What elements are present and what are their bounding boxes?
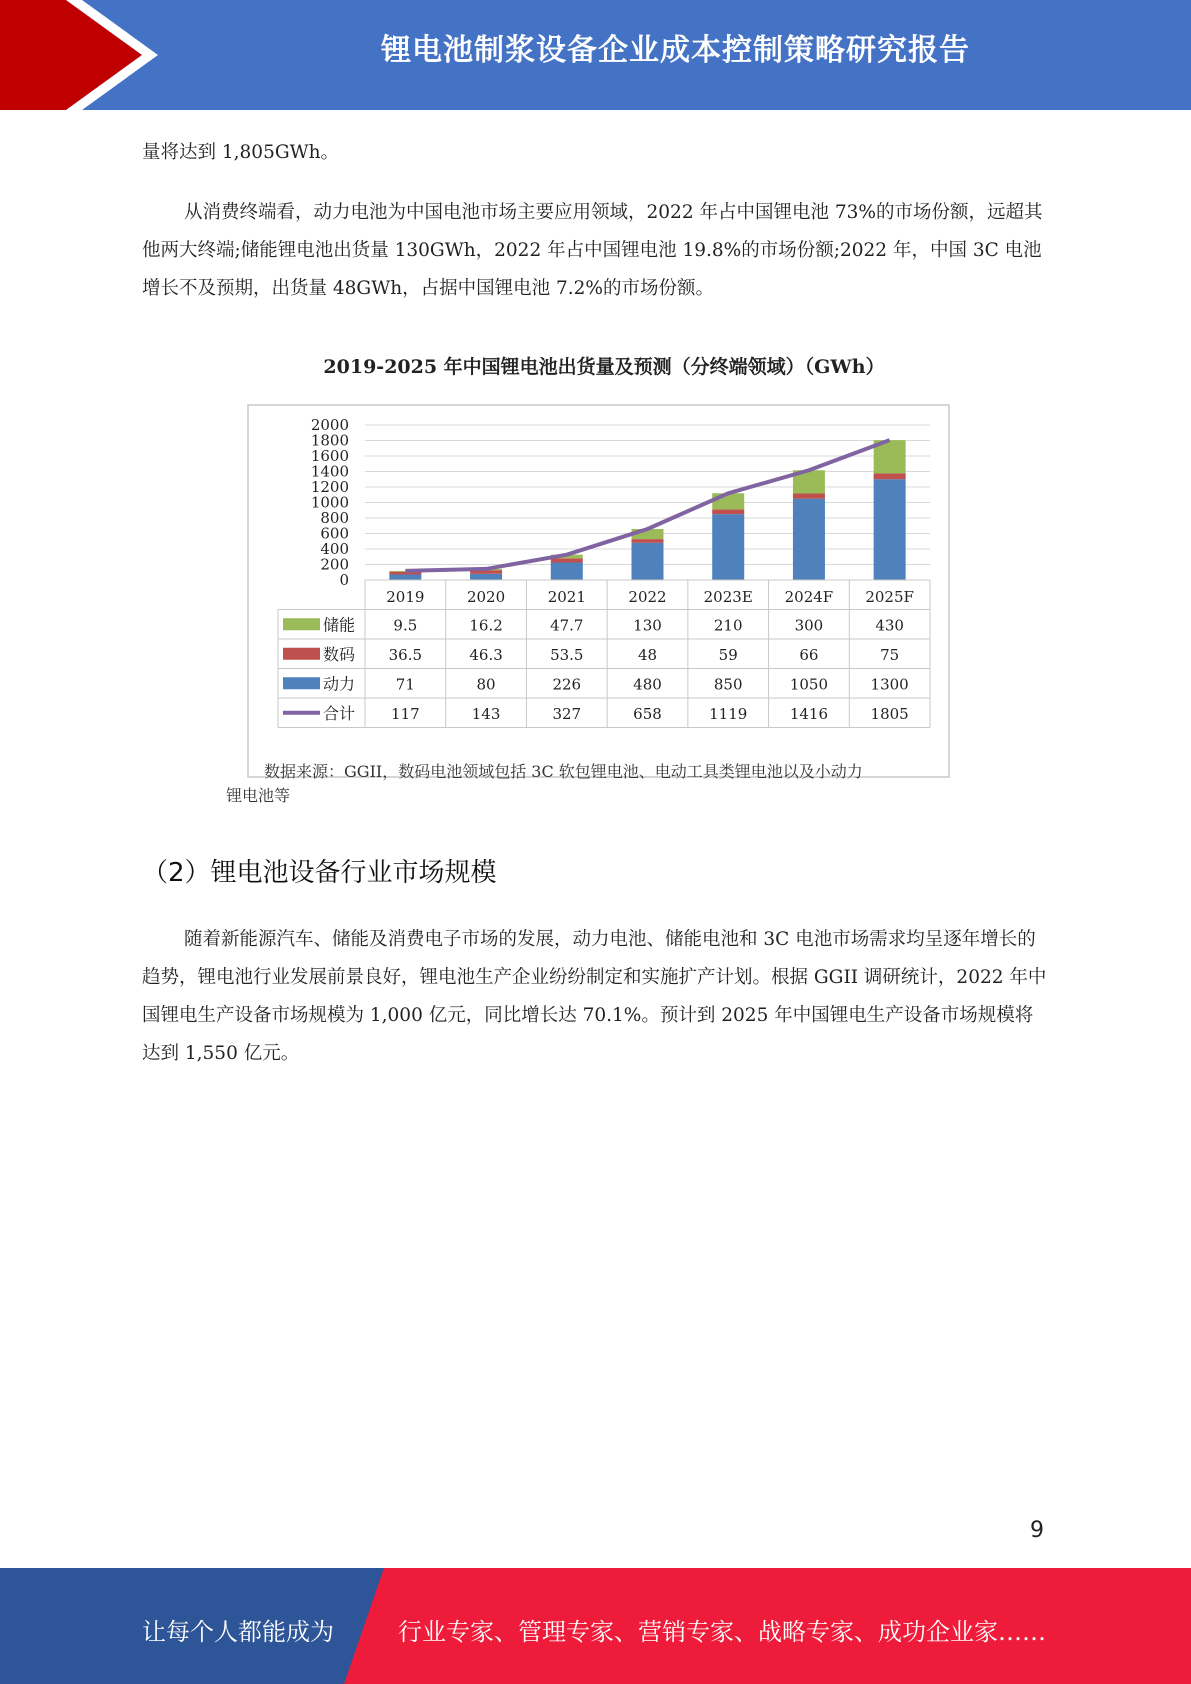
data-label-储能: 300 <box>794 616 824 635</box>
bar-数码-2023E <box>712 510 744 515</box>
page-header <box>0 0 1191 110</box>
data-label-储能: 16.2 <box>469 616 503 635</box>
y-tick-label: 1200 <box>310 478 349 496</box>
data-label-合计: 1416 <box>789 704 829 723</box>
x-tick-label: 2024F <box>784 588 834 606</box>
bar-储能-2023E <box>712 493 744 509</box>
data-label-储能: 9.5 <box>393 616 418 635</box>
data-label-数码: 48 <box>637 645 658 664</box>
data-label-动力: 1050 <box>789 675 829 694</box>
header-arrow-decoration <box>0 0 160 110</box>
data-label-合计: 1119 <box>709 704 748 723</box>
data-label-合计: 117 <box>391 704 420 723</box>
data-label-数码: 53.5 <box>550 645 584 664</box>
y-tick-label: 0 <box>339 571 349 589</box>
x-tick-label: 2021 <box>547 588 586 606</box>
y-tick-label: 1800 <box>310 431 349 450</box>
bar-动力-2019 <box>389 574 421 580</box>
section-heading: （2）锂电池设备行业市场规模 <box>142 858 497 888</box>
data-label-储能: 47.7 <box>550 616 584 635</box>
x-tick-label: 2025F <box>865 588 914 606</box>
data-label-储能: 130 <box>633 616 662 635</box>
x-tick-label: 2023E <box>703 588 753 606</box>
chart-figure <box>0 345 1191 815</box>
legend-label-数码: 数码 <box>323 644 356 664</box>
bar-动力-2024F <box>793 499 825 580</box>
chart-svg <box>0 345 1191 815</box>
data-label-合计: 143 <box>471 704 501 723</box>
data-label-储能: 210 <box>713 616 743 635</box>
data-label-合计: 658 <box>633 704 662 723</box>
y-tick-label: 1000 <box>310 493 349 512</box>
data-label-动力: 80 <box>476 675 496 694</box>
data-label-动力: 1300 <box>870 675 909 694</box>
legend-key-数码 <box>283 648 320 660</box>
paragraph-consumption-terminal: 从消费终端看，动力电池为中国电池市场主要应用领域，2022 年占中国锂电池 73%的市场份额，远超其他两大终端;储能锂电池出货量 130GWh，2022 年占中国锂电池 19.8%的市场份额;2022 年，中国 3C 电池增长不及预期，出货量 48GWh，占据中国锂电池 7.2%的市场份额。 <box>142 202 1043 299</box>
y-tick-label: 1600 <box>310 447 349 465</box>
bar-动力-2022 <box>632 543 664 580</box>
data-label-数码: 66 <box>799 645 819 664</box>
data-label-合计: 327 <box>552 704 582 723</box>
data-label-数码: 75 <box>880 645 900 664</box>
y-tick-label: 400 <box>320 540 349 558</box>
footer-slogan-right: 行业专家、管理专家、营销专家、战略专家、成功企业家…… <box>398 1618 1046 1646</box>
data-label-动力: 226 <box>552 675 582 694</box>
data-label-动力: 850 <box>713 675 743 694</box>
bar-数码-2021 <box>551 558 583 562</box>
chart-source-line2: 锂电池等 <box>226 786 291 805</box>
data-label-储能: 430 <box>875 616 904 635</box>
legend-label-动力: 动力 <box>323 674 356 694</box>
footer-slogan-left: 让每个人都能成为 <box>142 1618 334 1646</box>
x-tick-label: 2020 <box>466 588 506 606</box>
y-tick-label: 200 <box>320 555 349 574</box>
legend-key-储能 <box>283 618 320 630</box>
chart-title: 2019-2025 年中国锂电池出货量及预测（分终端领域）（GWh） <box>323 356 885 378</box>
paragraph-continuation: 量将达到 1,805GWh。 <box>142 142 340 163</box>
bar-动力-2023E <box>712 514 744 580</box>
legend-label-储能: 储能 <box>323 615 356 635</box>
chart-source-line1: 数据来源：GGII，数码电池领域包括 3C 软包锂电池、电动工具类锂电池以及小动力 <box>264 762 863 781</box>
x-tick-label: 2022 <box>628 588 667 606</box>
bar-数码-2025F <box>874 473 906 479</box>
paragraph-equipment-market: 随着新能源汽车、储能及消费电子市场的发展，动力电池、储能电池和 3C 电池市场需求均呈逐年增长的趋势，锂电池行业发展前景良好，锂电池生产企业纷纷制定和实施扩产计划。根据 GGII 调研统计，2022 年中国锂电生产设备市场规模为 1,000 亿元，同比增长达 70.1%。预计到 2025 年中国锂电生产设备市场规模将达到 1,550 亿元。 <box>142 929 1047 1064</box>
y-tick-label: 1400 <box>310 462 349 481</box>
bar-数码-2024F <box>793 494 825 499</box>
header-title: 锂电池制浆设备企业成本控制策略研究报告 <box>381 33 970 68</box>
bar-数码-2022 <box>632 539 664 543</box>
x-tick-label: 2019 <box>386 588 425 606</box>
page-number: 9 <box>1030 1518 1044 1543</box>
bar-动力-2025F <box>874 479 906 580</box>
data-label-合计: 1805 <box>870 704 909 723</box>
bar-动力-2020 <box>470 574 502 580</box>
data-label-动力: 480 <box>633 675 662 694</box>
data-label-数码: 36.5 <box>388 645 423 664</box>
data-label-数码: 59 <box>718 645 738 664</box>
data-label-动力: 71 <box>395 675 415 694</box>
y-tick-label: 600 <box>320 524 349 543</box>
legend-key-动力 <box>283 677 320 689</box>
y-tick-label: 800 <box>320 509 349 527</box>
legend-label-合计: 合计 <box>323 703 356 723</box>
y-tick-label: 2000 <box>310 416 349 434</box>
data-label-数码: 46.3 <box>469 645 503 664</box>
bar-动力-2021 <box>551 562 583 580</box>
